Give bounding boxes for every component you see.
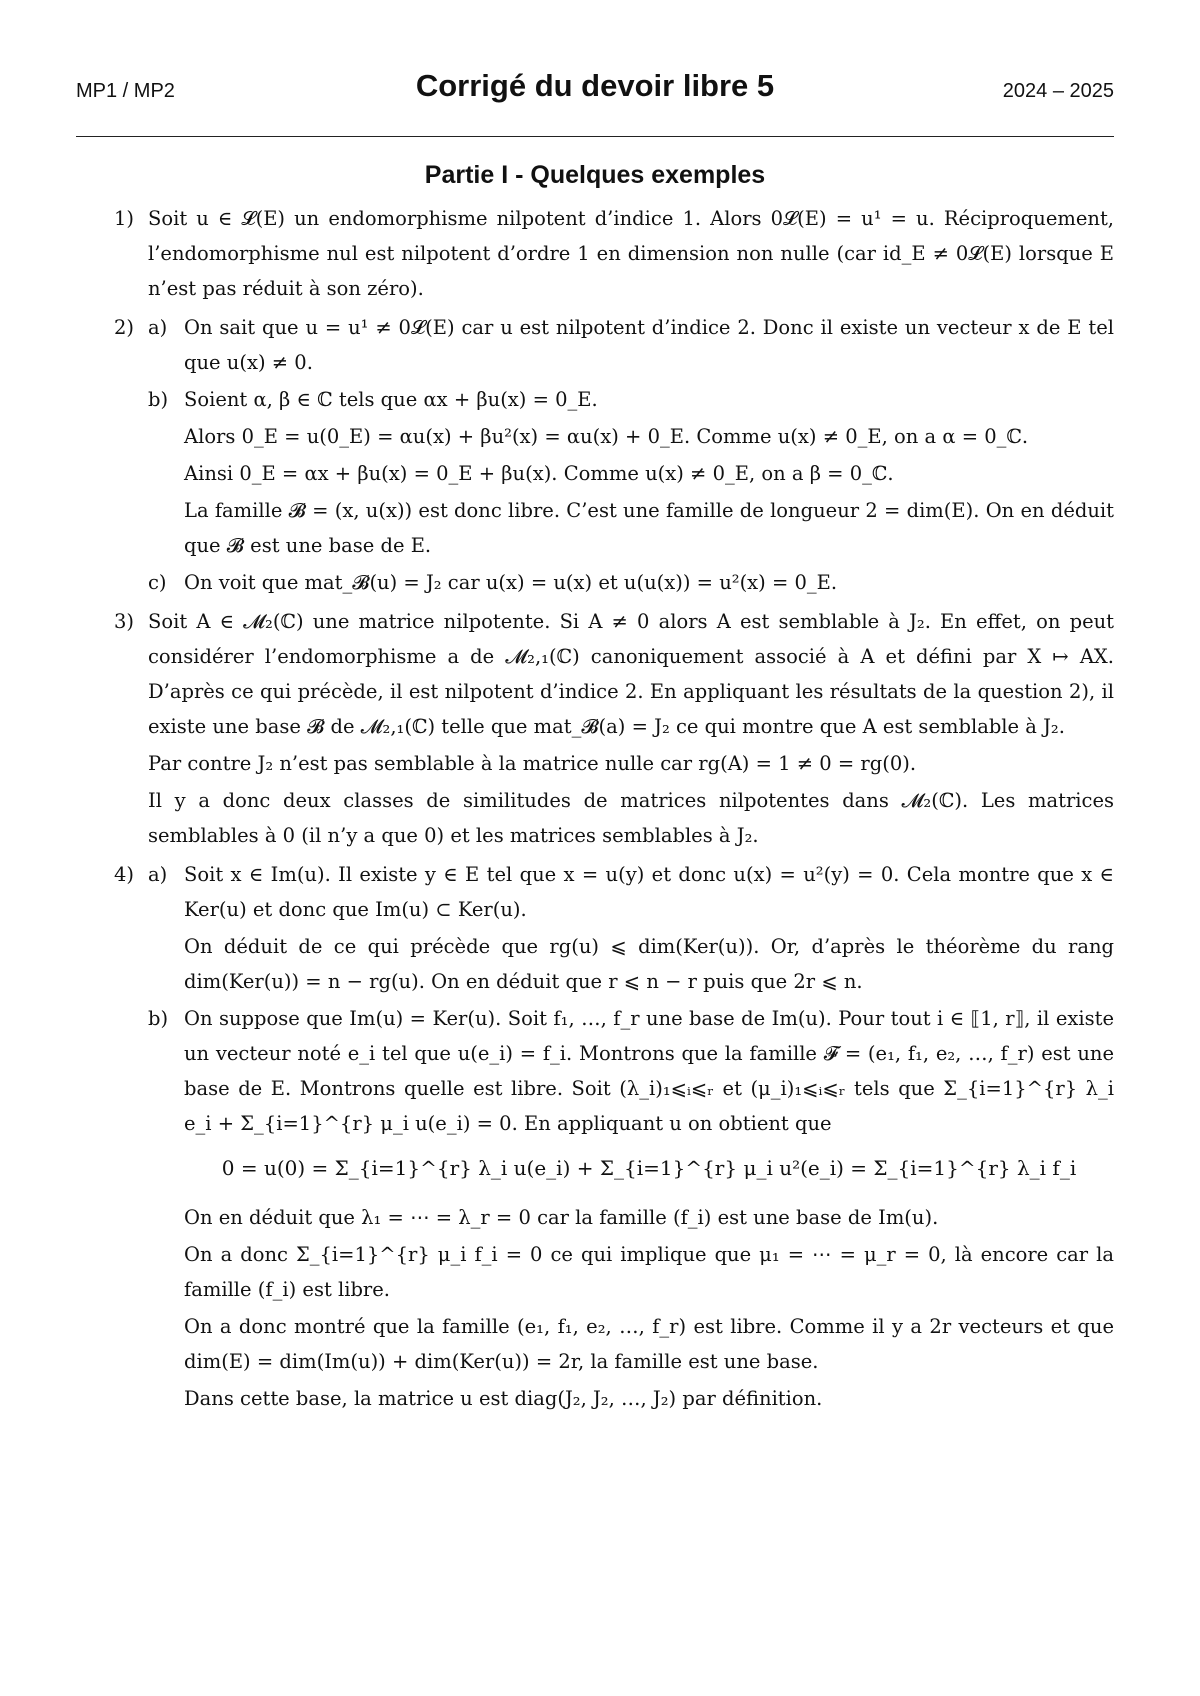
part-title: Partie I - Quelques exemples bbox=[424, 161, 766, 189]
school-year: 2024 – 2025 bbox=[1002, 80, 1114, 102]
question-3-paragraph-3: Il y a donc deux classes de similitudes de matrices nilpotentes dans 𝓜₂(ℂ). Les matrices semblables à 0 (il n’y a que 0) et les matrices semblables à J₂. bbox=[148, 789, 1114, 847]
display-equation: 0 = u(0) = Σ_{i=1}^{r} λ_i u(e_i) + Σ_{i=1}^{r} μ_i u²(e_i) = Σ_{i=1}^{r} λ_i f_i bbox=[221, 1156, 1077, 1180]
question-4b-paragraph-5: Dans cette base, la matrice u est diag(J₂, J₂, …, J₂) par définition. bbox=[184, 1387, 823, 1410]
question-number: 3) bbox=[114, 610, 135, 633]
question-2b-line-1: Soient α, β ∈ ℂ tels que αx + βu(x) = 0_E. bbox=[184, 388, 598, 411]
question-3-paragraph-2: Par contre J₂ n’est pas semblable à la matrice nulle car rg(A) = 1 ≠ 0 = rg(0). bbox=[148, 752, 917, 775]
question-4b-paragraph-2: On en déduit que λ₁ = ⋯ = λ_r = 0 car la famille (f_i) est une base de Im(u). bbox=[184, 1206, 939, 1229]
sub-label: b) bbox=[148, 1007, 169, 1030]
question-2a bbox=[148, 310, 1114, 380]
question-2b-line-3: Ainsi 0_E = αx + βu(x) = 0_E + βu(x). Comme u(x) ≠ 0_E, on a β = 0_ℂ. bbox=[184, 462, 894, 485]
question-1 bbox=[76, 201, 1114, 306]
question-4 bbox=[76, 857, 1114, 1416]
sub-label: a) bbox=[148, 863, 168, 886]
question-4b bbox=[148, 1001, 1114, 1416]
sub-label: b) bbox=[148, 388, 169, 411]
question-2a-text: On sait que u = u¹ ≠ 0𝓛(E) car u est nilpotent d’indice 2. Donc il existe un vecteur x de E tel que u(x) ≠ 0. bbox=[184, 316, 1114, 374]
sub-label: c) bbox=[148, 571, 167, 594]
question-2b-line-4: La famille 𝓑 = (x, u(x)) est donc libre. C’est une famille de longueur 2 = dim(E). On en déduit que 𝓑 est une base de E. bbox=[184, 499, 1114, 557]
question-4a-paragraph-1: Soit x ∈ Im(u). Il existe y ∈ E tel que x = u(y) et donc u(x) = u²(y) = 0. Cela montre que x ∈ Ker(u) et donc que Im(u) ⊂ Ker(u). bbox=[184, 863, 1114, 921]
question-2b-line-2: Alors 0_E = u(0_E) = αu(x) + βu²(x) = αu(x) + 0_E. Comme u(x) ≠ 0_E, on a α = 0_ℂ. bbox=[184, 425, 1029, 448]
question-2b bbox=[148, 382, 1114, 563]
page-header bbox=[76, 68, 1114, 120]
question-2 bbox=[76, 310, 1114, 600]
question-number: 1) bbox=[114, 207, 135, 230]
question-number: 4) bbox=[114, 863, 135, 886]
question-3-paragraph-1: Soit A ∈ 𝓜₂(ℂ) une matrice nilpotente. Si A ≠ 0 alors A est semblable à J₂. En effet, on peut considérer l’endomorphisme a de 𝓜₂,₁(ℂ) canoniquement associé à A et défini par X ↦ AX. D’après ce qui précède, il est nilpotent d’indice 2. En appliquant les résultats de la question 2), il existe une base 𝓑 de 𝓜₂,₁(ℂ) telle que mat_𝓑(a) = J₂ ce qui montre que A est semblable à J₂. bbox=[148, 610, 1114, 738]
question-4a-paragraph-2: On déduit de ce qui précède que rg(u) ⩽ dim(Ker(u)). Or, d’après le théorème du rang dim(Ker(u)) = n − rg(u). On en déduit que r ⩽ n − r puis que 2r ⩽ n. bbox=[184, 935, 1114, 993]
question-3 bbox=[76, 604, 1114, 853]
document-title: Corrigé du devoir libre 5 bbox=[415, 68, 775, 103]
sub-label: a) bbox=[148, 316, 168, 339]
question-1-text: Soit u ∈ 𝓛(E) un endomorphisme nilpotent d’indice 1. Alors 0𝓛(E) = u¹ = u. Réciproquement, l’endomorphisme nul est nilpotent d’ordre 1 en dimension non nulle (car id_E ≠ 0𝓛(E) lorsque E n’est pas réduit à son zéro). bbox=[148, 207, 1114, 300]
question-4a bbox=[148, 857, 1114, 999]
question-2c-text: On voit que mat_𝓑(u) = J₂ car u(x) = u(x) et u(u(x)) = u²(x) = 0_E. bbox=[184, 571, 838, 594]
question-4b-paragraph-3: On a donc Σ_{i=1}^{r} μ_i f_i = 0 ce qui implique que μ₁ = ⋯ = μ_r = 0, là encore car la famille (f_i) est libre. bbox=[184, 1243, 1114, 1301]
question-number: 2) bbox=[114, 316, 135, 339]
header-rule bbox=[76, 136, 1114, 137]
question-4b-paragraph-4: On a donc montré que la famille (e₁, f₁, e₂, …, f_r) est libre. Comme il y a 2r vecteurs et que dim(E) = dim(Im(u)) + dim(Ker(u)) = 2r, la famille est une base. bbox=[184, 1315, 1114, 1373]
class-label: MP1 / MP2 bbox=[76, 80, 175, 102]
document-body bbox=[76, 158, 1114, 1420]
question-2c bbox=[148, 565, 1114, 600]
question-4b-paragraph-1: On suppose que Im(u) = Ker(u). Soit f₁, …, f_r une base de Im(u). Pour tout i ∈ ⟦1, r⟧, il existe un vecteur noté e_i tel que u(e_i) = f_i. Montrons que la famille 𝓕 = (e₁, f₁, e₂, …, f_r) est une base de E. Montrons quelle est libre. Soit (λ_i)₁⩽ᵢ⩽ᵣ et (μ_i)₁⩽ᵢ⩽ᵣ tels que Σ_{i=1}^{r} λ_i e_i + Σ_{i=1}^{r} μ_i u(e_i) = 0. En appliquant u on obtient que bbox=[184, 1007, 1114, 1135]
